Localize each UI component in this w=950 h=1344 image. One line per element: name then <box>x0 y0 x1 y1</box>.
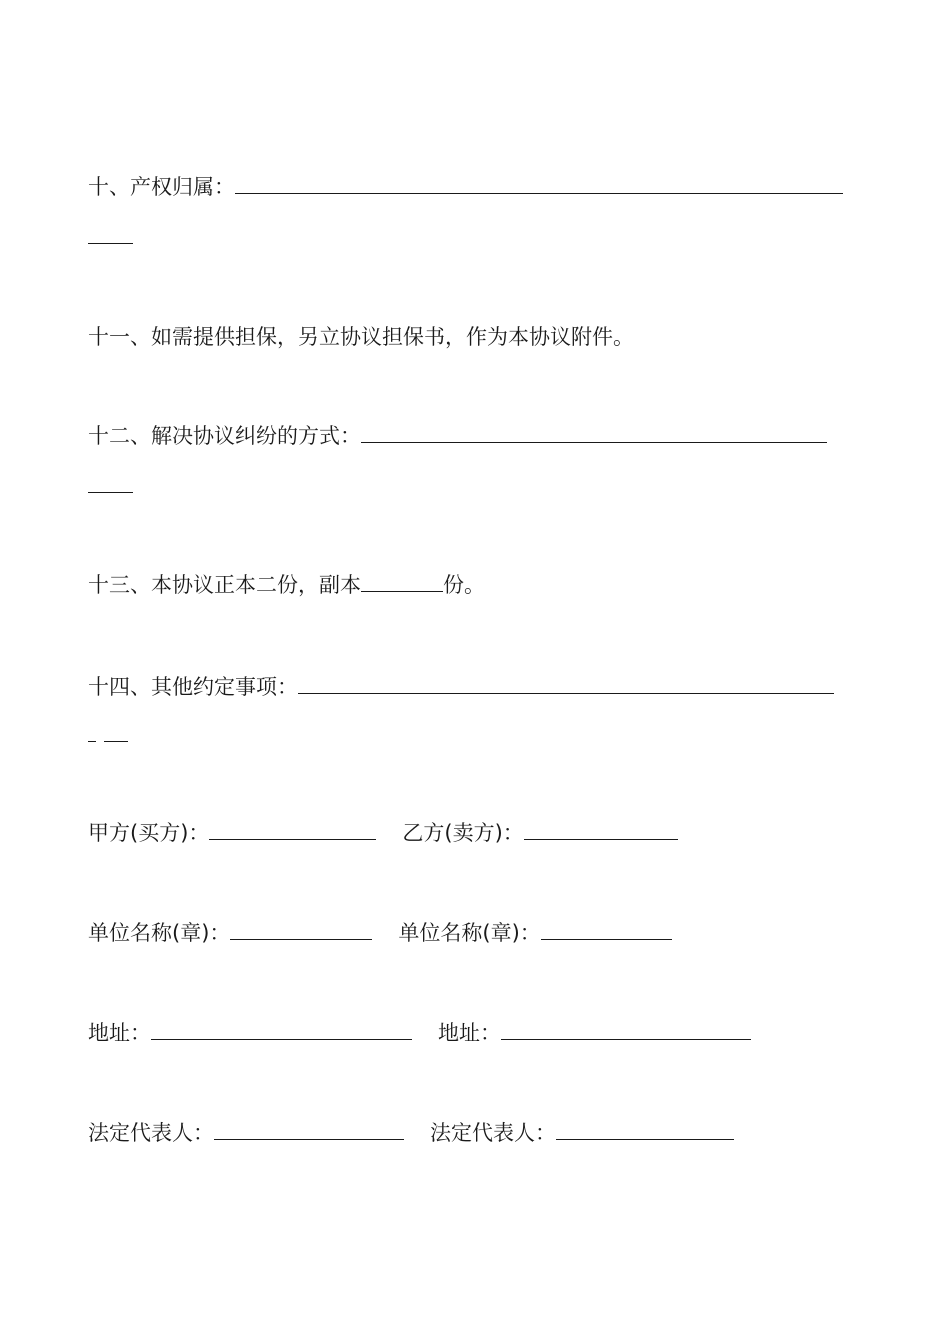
party-b-label: 乙方(卖方)： <box>402 821 524 845</box>
rep-b-label: 法定代表人： <box>430 1121 556 1145</box>
address-row <box>88 1018 751 1048</box>
clause-10-blank-continued[interactable] <box>88 243 133 244</box>
clause-13-suffix: 份。 <box>443 573 485 597</box>
address-a-label: 地址： <box>88 1021 151 1045</box>
party-a-label: 甲方(买方)： <box>88 821 210 845</box>
rep-a-blank[interactable] <box>214 1118 404 1140</box>
clause-14-label: 十四、其他约定事项： <box>88 675 298 699</box>
clause-14-blank[interactable] <box>298 672 834 694</box>
clause-12 <box>88 421 827 451</box>
clause-14 <box>88 672 834 702</box>
clause-14-blank-continued-a[interactable] <box>88 741 96 742</box>
unit-b-label: 单位名称(章)： <box>398 921 541 945</box>
unit-a-blank[interactable] <box>230 918 372 940</box>
clause-10-blank[interactable] <box>235 172 843 194</box>
unit-b-blank[interactable] <box>541 918 672 940</box>
address-a-blank[interactable] <box>151 1018 412 1040</box>
copies-count-blank[interactable] <box>361 570 443 592</box>
clause-11 <box>88 322 634 352</box>
address-b-label: 地址： <box>438 1021 501 1045</box>
clause-10 <box>88 172 843 202</box>
rep-a-label: 法定代表人： <box>88 1121 214 1145</box>
unit-a-label: 单位名称(章)： <box>88 921 231 945</box>
address-b-blank[interactable] <box>501 1018 751 1040</box>
clause-12-label: 十二、解决协议纠纷的方式： <box>88 424 361 448</box>
clause-14-blank-continued-b[interactable] <box>104 741 128 742</box>
clause-12-blank-continued[interactable] <box>88 492 133 493</box>
clause-11-text: 十一、如需提供担保，另立协议担保书，作为本协议附件。 <box>88 325 634 349</box>
unit-row <box>88 918 672 948</box>
clause-10-label: 十、产权归属： <box>88 175 235 199</box>
clause-13-prefix: 十三、本协议正本二份，副本 <box>88 573 361 597</box>
party-row <box>88 818 678 848</box>
representative-row <box>88 1118 734 1148</box>
party-a-blank[interactable] <box>209 818 376 840</box>
rep-b-blank[interactable] <box>556 1118 734 1140</box>
party-b-blank[interactable] <box>524 818 678 840</box>
clause-12-blank[interactable] <box>361 421 827 443</box>
clause-13 <box>88 570 485 600</box>
